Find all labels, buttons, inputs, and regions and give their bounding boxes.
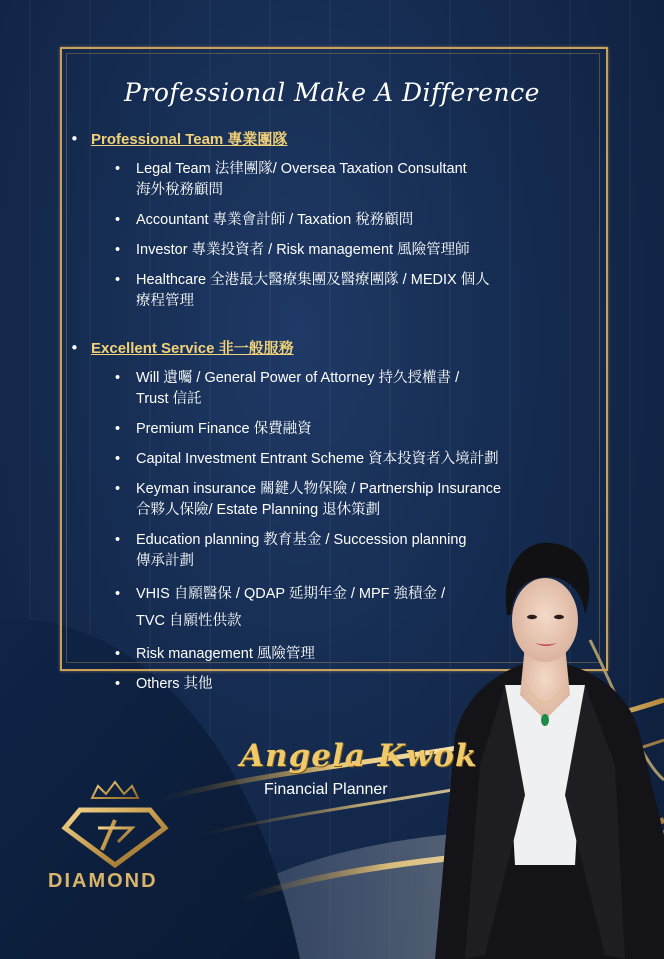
list-item: • Risk management 風險管理	[70, 644, 570, 665]
section-title: Professional Team 專業團隊	[91, 131, 288, 148]
item-list	[70, 159, 570, 312]
bullet-icon: •	[115, 212, 121, 228]
bullet-icon: •	[70, 338, 79, 357]
list-item: • Investor 專業投資者 / Risk management 風險管理師	[70, 240, 570, 261]
list-item: • Accountant 專業會計師 / Taxation 稅務顧問	[70, 210, 570, 231]
list-item: • Keyman insurance 關鍵人物保險 / Partnership Insurance 合夥人保險/ Estate Planning 退休策劃	[115, 481, 502, 518]
person-role: Financial Planner	[264, 781, 388, 798]
list-item: • Education planning 教育基金 / Succession planning 傳承計劃	[115, 532, 467, 569]
section-heading	[70, 128, 570, 149]
list-item: • VHIS 自願醫保 / QDAP 延期年金 / MPF 強積金 / TVC 自願性供款	[70, 581, 570, 635]
bullet-icon: •	[115, 481, 121, 497]
section-heading	[70, 337, 570, 358]
logo-text: DIAMOND	[48, 870, 158, 892]
list-item: • Healthcare 全港最大醫療集團及醫療團隊 / MEDIX 個人 療程管理	[115, 272, 490, 309]
section-professional-team	[70, 128, 570, 312]
bullet-icon: •	[115, 242, 121, 258]
list-item: • Others 其他	[70, 674, 570, 695]
bullet-icon: •	[115, 586, 121, 602]
list-item: • Legal Team 法律團隊/ Oversea Taxation Consultant 海外稅務顧問	[115, 161, 467, 198]
bullet-icon: •	[115, 451, 121, 467]
bullet-icon: •	[115, 646, 121, 662]
bullet-icon: •	[115, 421, 121, 437]
bullet-icon: •	[70, 129, 79, 148]
bullet-icon: •	[115, 370, 121, 386]
person-name: Angela Kwok	[240, 738, 478, 774]
list-item: • Will 遺囑 / General Power of Attorney 持久授權書 / Trust 信託	[115, 370, 460, 407]
bullet-icon: •	[115, 676, 121, 692]
bullet-icon: •	[115, 532, 121, 548]
headline: Professional Make A Difference	[124, 78, 540, 107]
list-item: • Capital Investment Entrant Scheme 資本投資者入境計劃	[70, 449, 570, 470]
bullet-icon: •	[115, 272, 121, 288]
section-title: Excellent Service 非一般服務	[91, 340, 294, 357]
list-item: • Premium Finance 保費融資	[70, 419, 570, 440]
bullet-icon: •	[115, 161, 121, 177]
